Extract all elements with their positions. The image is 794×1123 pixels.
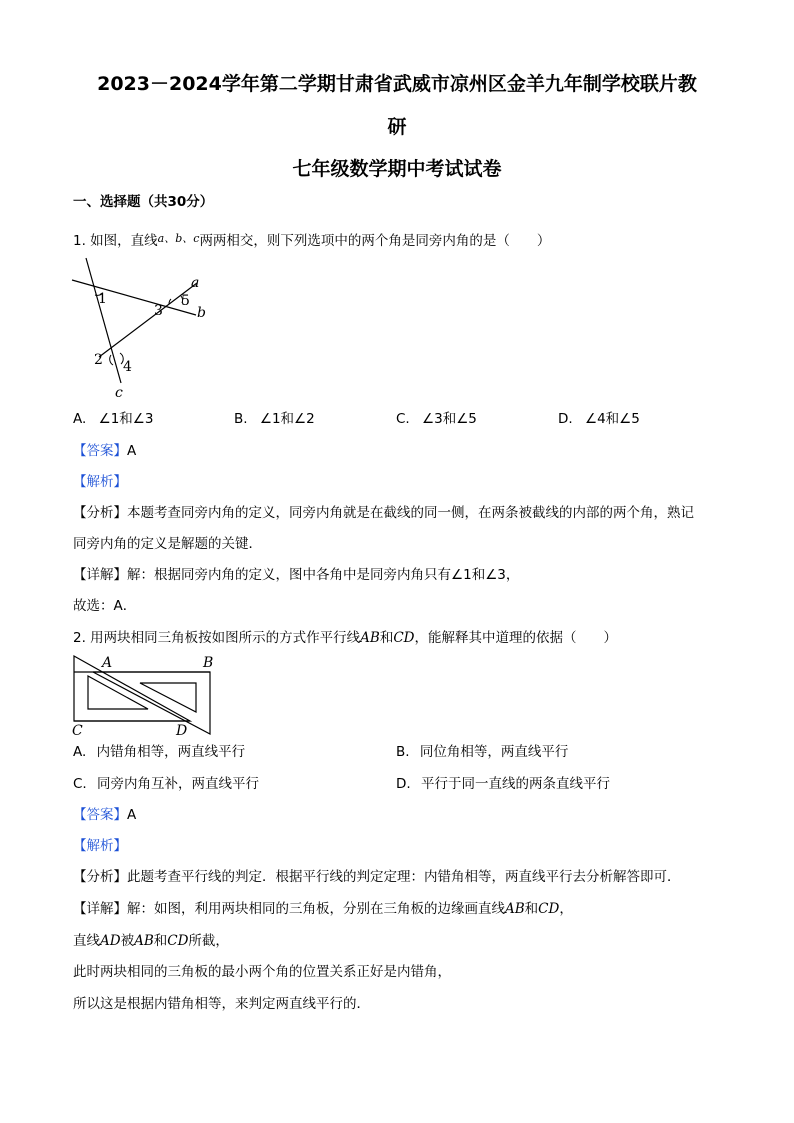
- q2-answer: [73, 805, 753, 825]
- label-a: a: [191, 275, 200, 291]
- q2-option-a-letter: A.: [73, 744, 87, 760]
- q2-xiangjie-cd: CD: [538, 901, 560, 917]
- label-4: 4: [123, 359, 132, 375]
- page-title-line-2: 研: [387, 116, 407, 138]
- q1-answer-value: A: [127, 443, 137, 459]
- q2-option-c: [73, 774, 259, 794]
- q1-option-c: [396, 409, 477, 429]
- q1-analysis-tag: 【解析】: [73, 474, 127, 490]
- q2-analysis-tag: 【解析】: [73, 838, 127, 854]
- q2-line2-suffix: 所截，: [188, 933, 229, 949]
- q2-answer-value: A: [127, 807, 137, 823]
- q2-line-3: 此时两块相同的三角板的最小两个角的位置关系正好是内错角，: [73, 964, 451, 980]
- q2-fenxi-tag: 【分析】: [73, 869, 127, 885]
- q2-line2-he: 和: [153, 933, 168, 949]
- q1-figure: [68, 255, 218, 405]
- label-c: c: [115, 385, 123, 401]
- q2-line-4: 所以这是根据内错角相等，来判定两直线平行的．: [73, 996, 370, 1012]
- q1-stem-vars: a、b、c: [157, 232, 200, 245]
- q2-xiangjie-he: 和: [524, 901, 539, 917]
- q1-option-c-text: ∠3和∠5: [422, 411, 477, 427]
- q1-option-c-letter: C.: [396, 411, 410, 427]
- q2-xiangjie-end: ，: [559, 901, 573, 917]
- q2-line2-ad: AD: [100, 933, 121, 949]
- label-5: 5: [181, 293, 190, 309]
- q1-stem-suffix: 两两相交，则下列选项中的两个角是同旁内角的是（ ）: [199, 233, 551, 249]
- q1-option-d: [558, 409, 640, 429]
- q2-figure: [68, 653, 228, 739]
- q1-option-a-text: ∠1和∠3: [98, 411, 154, 427]
- q2-option-b: [396, 742, 568, 762]
- triangle-left-outer: [74, 656, 190, 721]
- q2-xiangjie-ab: AB: [505, 901, 525, 917]
- q2-option-d: [396, 774, 610, 794]
- label-A: A: [102, 655, 113, 671]
- label-2: 2: [94, 352, 103, 368]
- q1-conclusion: 故选：A．: [73, 598, 137, 614]
- label-B: B: [203, 655, 214, 671]
- q1-fenxi-line-2: 同旁内角的定义是解题的关键．: [73, 536, 262, 552]
- q2-stem-cd: CD: [393, 630, 415, 646]
- q1-fenxi-line-1: [73, 503, 753, 523]
- line-c: [86, 258, 121, 383]
- angle-2-arc: [110, 355, 113, 365]
- q1-answer: [73, 441, 753, 461]
- q2-fenxi-text: 此题考查平行线的判定．根据平行线的判定定理：内错角相等，两直线平行去分析解答即可．: [127, 869, 681, 885]
- section-heading: 一、选择题（共30分）: [73, 194, 214, 210]
- q2-line2-prefix: 直线: [73, 933, 100, 949]
- q1-fenxi-text-1: 本题考查同旁内角的定义，同旁内角就是在截线的同一侧，在两条被截线的内部的两个角，熟记: [127, 505, 694, 521]
- q1-stem-prefix: 1. 如图，直线: [73, 233, 158, 249]
- q2-xiangjie-tag: 【详解】: [73, 901, 127, 917]
- q1-option-a: [73, 409, 153, 429]
- q2-xiangjie: [73, 899, 753, 919]
- q2-option-a: [73, 742, 245, 762]
- q2-line2-cd: CD: [167, 933, 189, 949]
- q2-option-c-letter: C.: [73, 776, 87, 792]
- page-title-line-1: 2023－2024学年第二学期甘肃省武威市凉州区金羊九年制学校联片教: [97, 73, 697, 95]
- label-C: C: [72, 723, 83, 739]
- q2-stem-prefix: 2. 用两块相同三角板按如图所示的方式作平行线: [73, 630, 361, 646]
- q2-option-b-letter: B.: [396, 744, 410, 760]
- q2-line-2: [73, 931, 753, 951]
- q2-stem-suffix: ，能解释其中道理的依据（ ）: [414, 630, 617, 646]
- q2-option-b-text: 同位角相等，两直线平行: [419, 744, 569, 760]
- q1-option-b-letter: B.: [234, 411, 248, 427]
- label-b: b: [197, 305, 206, 321]
- q2-option-c-text: 同旁内角互补，两直线平行: [97, 776, 260, 792]
- q1-answer-tag: 【答案】: [73, 443, 127, 459]
- q1-xiangjie-text: 解：根据同旁内角的定义，图中各角中是同旁内角只有∠1和∠3，: [127, 567, 520, 583]
- q1-option-d-text: ∠4和∠5: [584, 411, 640, 427]
- triangle-right-outer: [93, 672, 210, 734]
- q1-stem: [73, 229, 753, 251]
- q2-option-d-letter: D.: [396, 776, 411, 792]
- q2-xiangjie-prefix: 解：如图，利用两块相同的三角板，分别在三角板的边缘画直线: [127, 901, 505, 917]
- q2-stem-ab: AB: [360, 630, 380, 646]
- q1-xiangjie: [73, 565, 753, 585]
- q2-line2-ab: AB: [134, 933, 154, 949]
- q2-option-d-text: 平行于同一直线的两条直线平行: [420, 776, 610, 792]
- q2-line2-bei: 被: [120, 933, 135, 949]
- q2-stem-he: 和: [379, 630, 394, 646]
- q1-option-d-letter: D.: [558, 411, 573, 427]
- q1-fenxi-tag: 【分析】: [73, 505, 127, 521]
- q1-option-a-letter: A.: [73, 411, 87, 427]
- q2-fenxi: [73, 867, 753, 887]
- q2-stem: [73, 628, 753, 648]
- q1-option-b-text: ∠1和∠2: [259, 411, 315, 427]
- label-D: D: [176, 723, 188, 739]
- q2-answer-tag: 【答案】: [73, 807, 127, 823]
- q1-option-b: [234, 409, 315, 429]
- page-subtitle: 七年级数学期中考试试卷: [292, 158, 502, 180]
- label-3: 3: [154, 303, 163, 319]
- q1-xiangjie-tag: 【详解】: [73, 567, 127, 583]
- q2-option-a-text: 内错角相等，两直线平行: [96, 744, 246, 760]
- label-1: 1: [98, 291, 107, 307]
